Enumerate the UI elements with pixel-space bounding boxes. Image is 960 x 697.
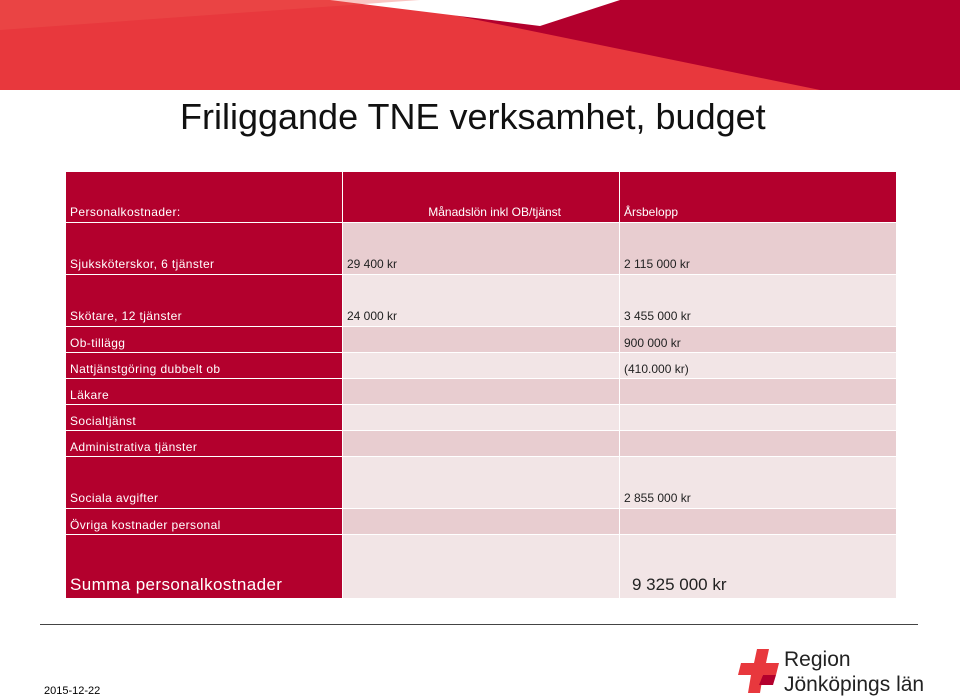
table-header-row	[66, 172, 897, 223]
header-monthly: Månadslön inkl OB/tjänst	[343, 172, 620, 223]
logo-line2: Jönköpings län	[784, 673, 925, 696]
row-monthly: 24 000 kr	[343, 275, 620, 327]
table-row	[66, 275, 897, 327]
row-monthly	[343, 353, 620, 379]
footer-divider	[40, 624, 918, 625]
sum-label: Summa personalkostnader	[66, 535, 343, 599]
row-monthly	[343, 327, 620, 353]
table-row	[66, 327, 897, 353]
row-annual: 900 000 kr	[620, 327, 897, 353]
table-row	[66, 509, 897, 535]
logo-line1: Region	[784, 648, 851, 671]
table-row	[66, 431, 897, 457]
row-annual	[620, 405, 897, 431]
row-monthly	[343, 457, 620, 509]
row-label: Sjuksköterskor, 6 tjänster	[66, 223, 343, 275]
table-row	[66, 353, 897, 379]
table-row	[66, 223, 897, 275]
budget-table	[65, 171, 897, 599]
row-monthly	[343, 379, 620, 405]
row-monthly	[343, 509, 620, 535]
row-annual	[620, 431, 897, 457]
table-row	[66, 405, 897, 431]
header-label: Personalkostnader:	[66, 172, 343, 223]
row-annual	[620, 379, 897, 405]
row-annual: (410.000 kr)	[620, 353, 897, 379]
sum-annual: 9 325 000 kr	[620, 535, 897, 599]
row-annual: 3 455 000 kr	[620, 275, 897, 327]
row-monthly	[343, 431, 620, 457]
row-annual: 2 855 000 kr	[620, 457, 897, 509]
row-label: Sociala avgifter	[66, 457, 343, 509]
row-label: Läkare	[66, 379, 343, 405]
table-row	[66, 379, 897, 405]
footer-date: 2015-12-22	[44, 685, 101, 697]
row-label: Nattjänstgöring dubbelt ob	[66, 353, 343, 379]
row-label: Ob-tillägg	[66, 327, 343, 353]
row-label: Administrativa tjänster	[66, 431, 343, 457]
sum-row	[66, 535, 897, 599]
sum-monthly	[343, 535, 620, 599]
page-title: Friliggande TNE verksamhet, budget	[180, 96, 766, 137]
header-annual: Årsbelopp	[620, 172, 897, 223]
row-label: Socialtjänst	[66, 405, 343, 431]
row-label: Övriga kostnader personal	[66, 509, 343, 535]
row-label: Skötare, 12 tjänster	[66, 275, 343, 327]
header-banner	[0, 0, 960, 90]
row-monthly	[343, 405, 620, 431]
table-row	[66, 457, 897, 509]
row-annual: 2 115 000 kr	[620, 223, 897, 275]
row-annual	[620, 509, 897, 535]
row-monthly: 29 400 kr	[343, 223, 620, 275]
